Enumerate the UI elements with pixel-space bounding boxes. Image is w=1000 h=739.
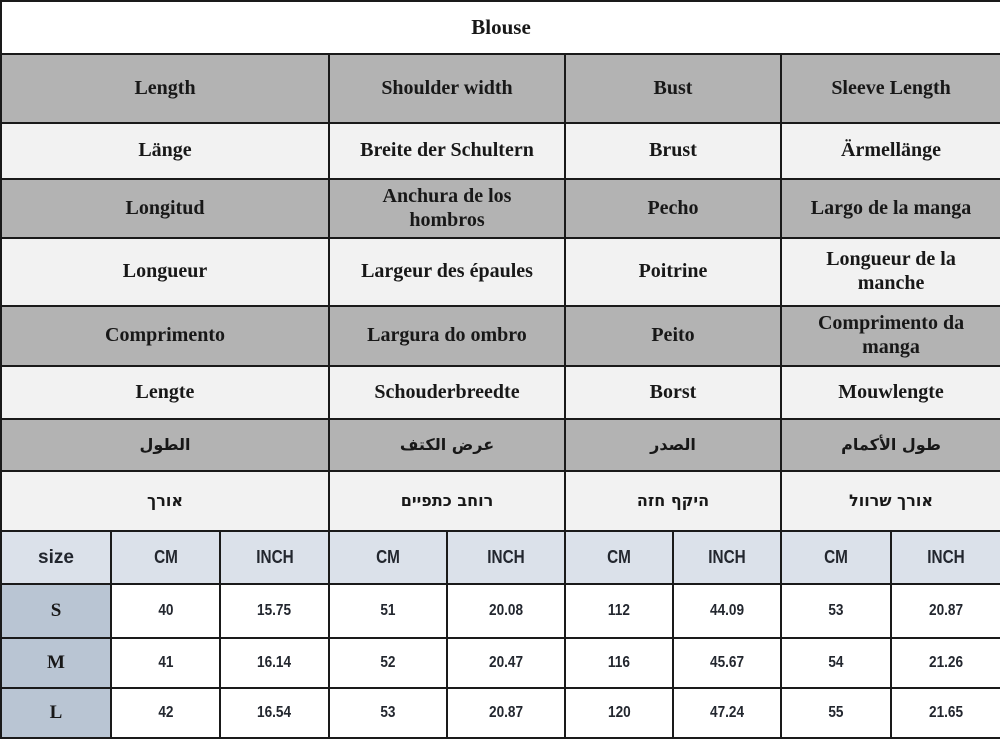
value: 52 (380, 654, 396, 671)
measurement-cell-shoulder: Schouderbreedte (329, 366, 565, 419)
measurement-row-spanish (1, 179, 1000, 238)
value-cell (891, 584, 1000, 638)
value-cell (111, 584, 220, 638)
measurement-row-english (1, 54, 1000, 123)
measurement-cell-sleeve: Longueur de la manche (781, 238, 1000, 306)
unit-label: INCH (487, 547, 525, 567)
value: 40 (157, 602, 174, 619)
value-cell (781, 584, 891, 638)
value: 120 (607, 704, 631, 721)
value-cell (447, 638, 565, 688)
value-cell (565, 584, 673, 638)
value: 54 (828, 654, 844, 671)
unit-label: CM (607, 547, 631, 567)
measurement-cell-sleeve: Sleeve Length (781, 54, 1000, 123)
value: 21.65 (929, 704, 964, 721)
measurement-cell-bust: היקף חזה (565, 471, 781, 531)
measurement-cell-shoulder: عرض الكتف (329, 419, 565, 471)
measurement-cell-sleeve: אורך שרוול (781, 471, 1000, 531)
value-cell (111, 688, 220, 738)
size-row-l (1, 688, 1000, 738)
value: 20.08 (488, 602, 524, 619)
measurement-cell-sleeve: Ärmellänge (781, 123, 1000, 179)
value-cell (220, 688, 329, 738)
size-cell: S (1, 584, 111, 638)
value-cell (673, 638, 781, 688)
value-cell (781, 638, 891, 688)
value: 41 (157, 654, 174, 671)
value: 20.87 (929, 602, 964, 619)
unit-label: CM (376, 547, 400, 567)
measurement-cell-shoulder: Breite der Schultern (329, 123, 565, 179)
unit-header-cm (781, 531, 891, 584)
title-row (1, 1, 1000, 54)
unit-header-cm (329, 531, 447, 584)
value-cell (447, 584, 565, 638)
measurement-row-dutch (1, 366, 1000, 419)
measurement-cell-sleeve: Mouwlengte (781, 366, 1000, 419)
measurement-row-french (1, 238, 1000, 306)
value-cell (673, 688, 781, 738)
value-cell (111, 638, 220, 688)
chart-title: Blouse (1, 1, 1000, 54)
unit-label: INCH (927, 547, 965, 567)
value: 20.87 (488, 704, 524, 721)
unit-header-cm (111, 531, 220, 584)
measurement-cell-length: Länge (1, 123, 329, 179)
measurement-cell-bust: Pecho (565, 179, 781, 238)
measurement-cell-shoulder: Largeur des épaules (329, 238, 565, 306)
unit-header-inch (220, 531, 329, 584)
measurement-row-hebrew (1, 471, 1000, 531)
measurement-cell-sleeve: Largo de la manga (781, 179, 1000, 238)
unit-header-inch (447, 531, 565, 584)
unit-header-inch (673, 531, 781, 584)
size-column-header: size (1, 531, 111, 584)
measurement-cell-bust: الصدر (565, 419, 781, 471)
value-cell (673, 584, 781, 638)
measurement-cell-shoulder: Anchura de los hombros (329, 179, 565, 238)
measurement-cell-shoulder: רוחב כתפיים (329, 471, 565, 531)
measurement-cell-shoulder: Shoulder width (329, 54, 565, 123)
unit-header-inch (891, 531, 1000, 584)
value-cell (891, 638, 1000, 688)
value: 112 (608, 602, 630, 619)
value: 116 (608, 654, 630, 671)
measurement-cell-length: Longueur (1, 238, 329, 306)
measurement-cell-shoulder: Largura do ombro (329, 306, 565, 366)
measurement-cell-length: אורך (1, 471, 329, 531)
measurement-row-arabic (1, 419, 1000, 471)
measurement-row-portuguese (1, 306, 1000, 366)
measurement-cell-sleeve: Comprimento da manga (781, 306, 1000, 366)
value-cell (565, 638, 673, 688)
unit-label: INCH (255, 547, 294, 567)
value-cell (781, 688, 891, 738)
value-cell (329, 584, 447, 638)
measurement-cell-length: Lengte (1, 366, 329, 419)
measurement-cell-sleeve: طول الأكمام (781, 419, 1000, 471)
measurement-row-german (1, 123, 1000, 179)
measurement-cell-bust: Borst (565, 366, 781, 419)
value-cell (220, 638, 329, 688)
value: 16.14 (257, 654, 292, 671)
measurement-cell-length: Longitud (1, 179, 329, 238)
value: 45.67 (709, 654, 745, 671)
value: 51 (380, 602, 396, 619)
units-header-row (1, 531, 1000, 584)
value: 42 (157, 704, 174, 721)
value: 20.47 (488, 654, 524, 671)
value: 16.54 (257, 704, 292, 721)
unit-label: INCH (708, 547, 746, 567)
value: 15.75 (257, 602, 292, 619)
size-cell: M (1, 638, 111, 688)
value-cell (565, 688, 673, 738)
unit-label: CM (153, 547, 178, 567)
value: 53 (380, 704, 396, 721)
unit-header-cm (565, 531, 673, 584)
value: 47.24 (709, 704, 745, 721)
value: 44.09 (709, 602, 745, 619)
measurement-cell-bust: Bust (565, 54, 781, 123)
measurement-cell-bust: Brust (565, 123, 781, 179)
value: 21.26 (929, 654, 964, 671)
size-cell: L (1, 688, 111, 738)
measurement-cell-bust: Poitrine (565, 238, 781, 306)
measurement-cell-bust: Peito (565, 306, 781, 366)
value: 55 (828, 704, 844, 721)
measurement-cell-length: Length (1, 54, 329, 123)
value-cell (329, 688, 447, 738)
size-row-s (1, 584, 1000, 638)
size-row-m (1, 638, 1000, 688)
value-cell (329, 638, 447, 688)
measurement-cell-length: الطول (1, 419, 329, 471)
measurement-cell-length: Comprimento (1, 306, 329, 366)
value: 53 (828, 602, 844, 619)
value-cell (891, 688, 1000, 738)
value-cell (220, 584, 329, 638)
value-cell (447, 688, 565, 738)
unit-label: CM (824, 547, 848, 567)
